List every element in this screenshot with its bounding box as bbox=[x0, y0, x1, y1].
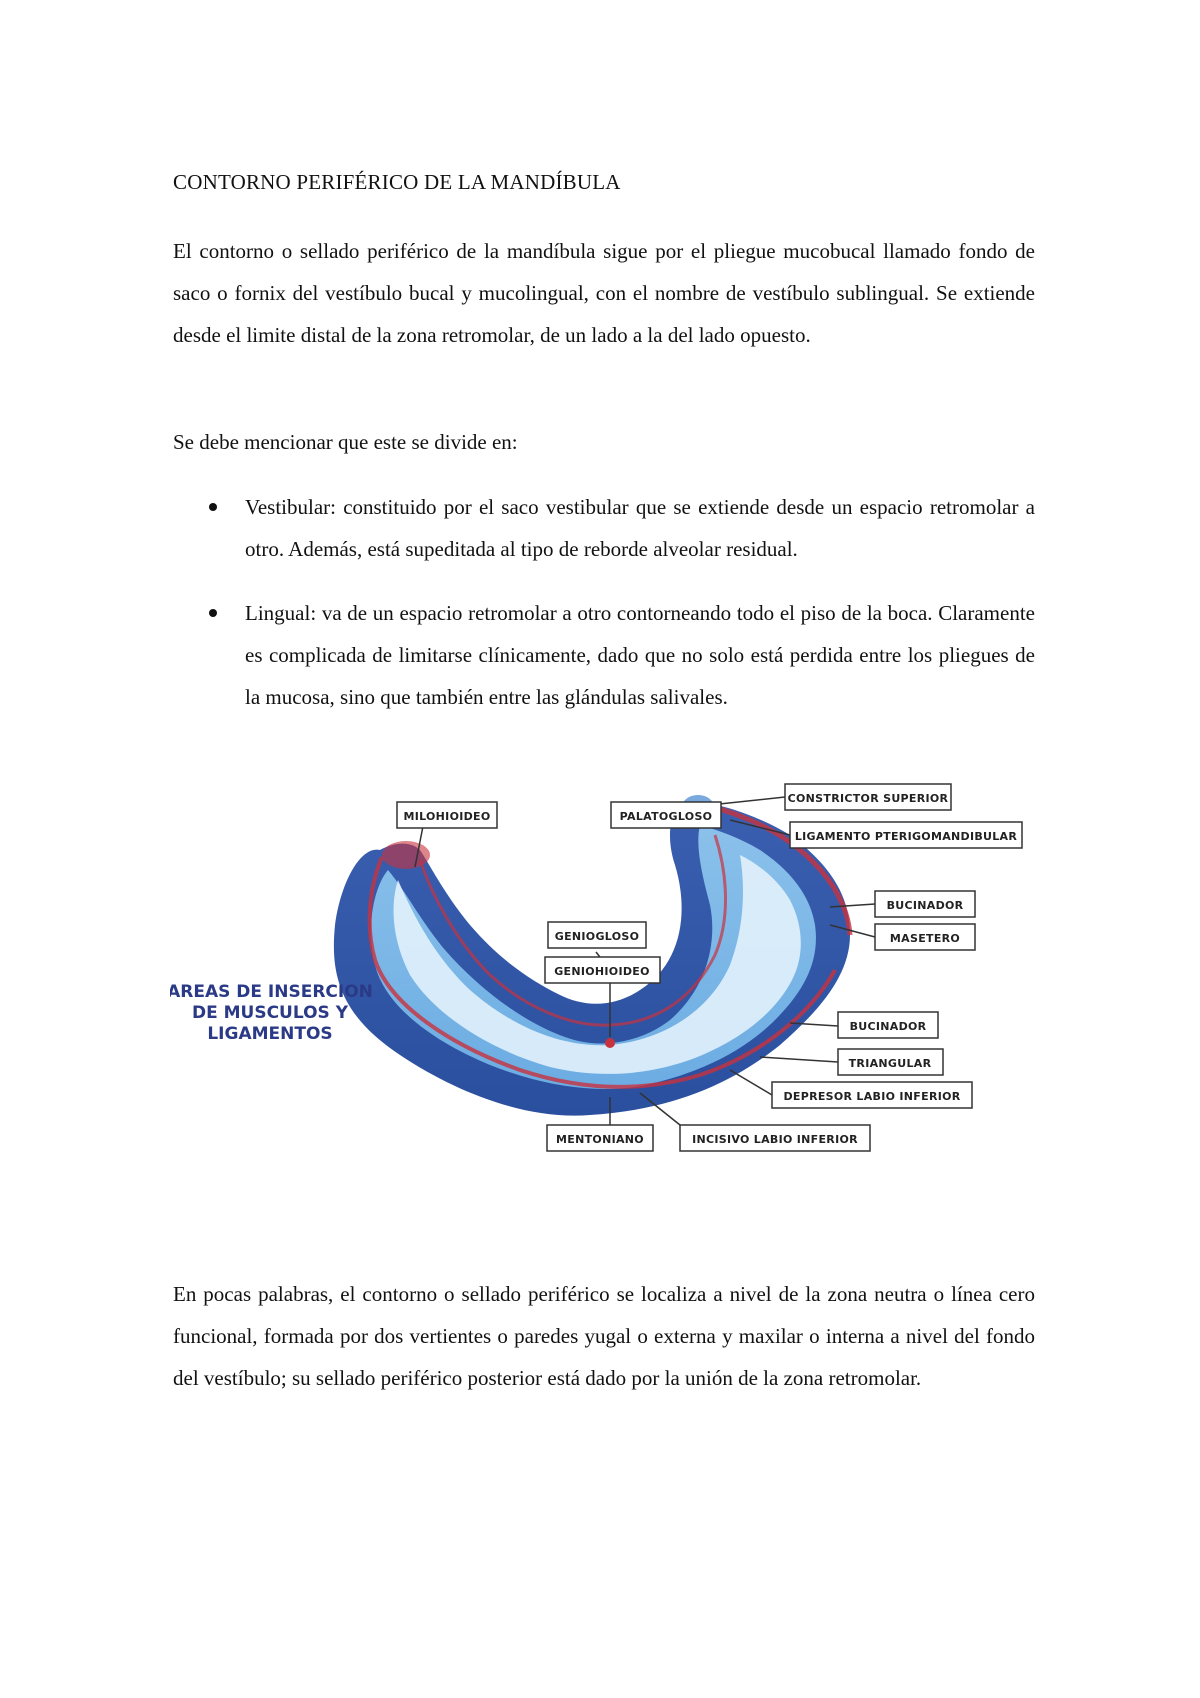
division-paragraph: Se debe mencionar que este se divide en: bbox=[173, 430, 518, 454]
label-geniogloso: GENIOGLOSO bbox=[554, 930, 640, 943]
label-ligamento-pterigomandibular: LIGAMENTO PTERIGOMANDIBULAR bbox=[794, 830, 1018, 843]
label-palatogloso: PALATOGLOSO bbox=[619, 810, 713, 823]
label-depresor-labio-inferior: DEPRESOR LABIO INFERIOR bbox=[783, 1090, 961, 1103]
label-incisivo-labio-inferior: INCISIVO LABIO INFERIOR bbox=[692, 1133, 858, 1146]
document-title: CONTORNO PERIFÉRICO DE LA MANDÍBULA bbox=[173, 170, 621, 194]
summary-paragraph: En pocas palabras, el contorno o sellado periférico se localiza a nivel de la zona neutra o línea cero funcional, formada por dos vertientes o paredes yugal o externa y maxilar o interna a nivel del fondo del vestíbulo; su sellado periférico posterior está dado por la unión de la zona retromolar. bbox=[173, 1282, 1035, 1390]
division-list bbox=[173, 486, 1035, 718]
figure-caption-line-2: DE MUSCULOS Y bbox=[191, 1003, 349, 1023]
bullet-icon bbox=[209, 609, 217, 617]
label-mentoniano: MENTONIANO bbox=[556, 1133, 644, 1146]
intro-paragraph: El contorno o sellado periférico de la mandíbula sigue por el pliegue mucobucal llamado fondo de saco o fornix del vestíbulo bucal y mucolingual, con el nombre de vestíbulo sublingual. Se extiende desde el limite distal de la zona retromolar, de un lado a la del lado opuesto. bbox=[173, 239, 1035, 347]
list-item-text: Vestibular: constituido por el saco vestibular que se extiende desde un espacio retromolar a otro. Además, está supeditada al tipo de reborde alveolar residual. bbox=[245, 495, 1035, 561]
genial-tubercle bbox=[605, 1038, 615, 1048]
bullet-icon bbox=[209, 503, 217, 511]
list-item-lingual bbox=[173, 592, 1035, 718]
retromolar-pad-left bbox=[382, 841, 430, 869]
label-milohioideo: MILOHIOIDEO bbox=[403, 810, 491, 823]
mandible-figure bbox=[170, 775, 1030, 1170]
figure-caption-line-3: LIGAMENTOS bbox=[207, 1024, 333, 1044]
label-geniohioideo: GENIOHIOIDEO bbox=[554, 965, 650, 978]
figure-caption-line-1: AREAS DE INSERCION bbox=[170, 982, 373, 1002]
list-item-text: Lingual: va de un espacio retromolar a otro contorneando todo el piso de la boca. Claramente es complicada de limitarse clínicamente, dado que no solo está perdida entre los pliegues de la mucosa, sino que también entre las glándulas salivales. bbox=[245, 601, 1035, 709]
label-masetero: MASETERO bbox=[889, 932, 961, 945]
label-triangular: TRIANGULAR bbox=[848, 1057, 932, 1070]
label-constrictor-superior: CONSTRICTOR SUPERIOR bbox=[787, 792, 949, 805]
mandible-diagram bbox=[170, 775, 1030, 1170]
list-item-vestibular bbox=[173, 486, 1035, 570]
label-bucinador-lower: BUCINADOR bbox=[849, 1020, 927, 1033]
label-bucinador-upper: BUCINADOR bbox=[886, 899, 964, 912]
